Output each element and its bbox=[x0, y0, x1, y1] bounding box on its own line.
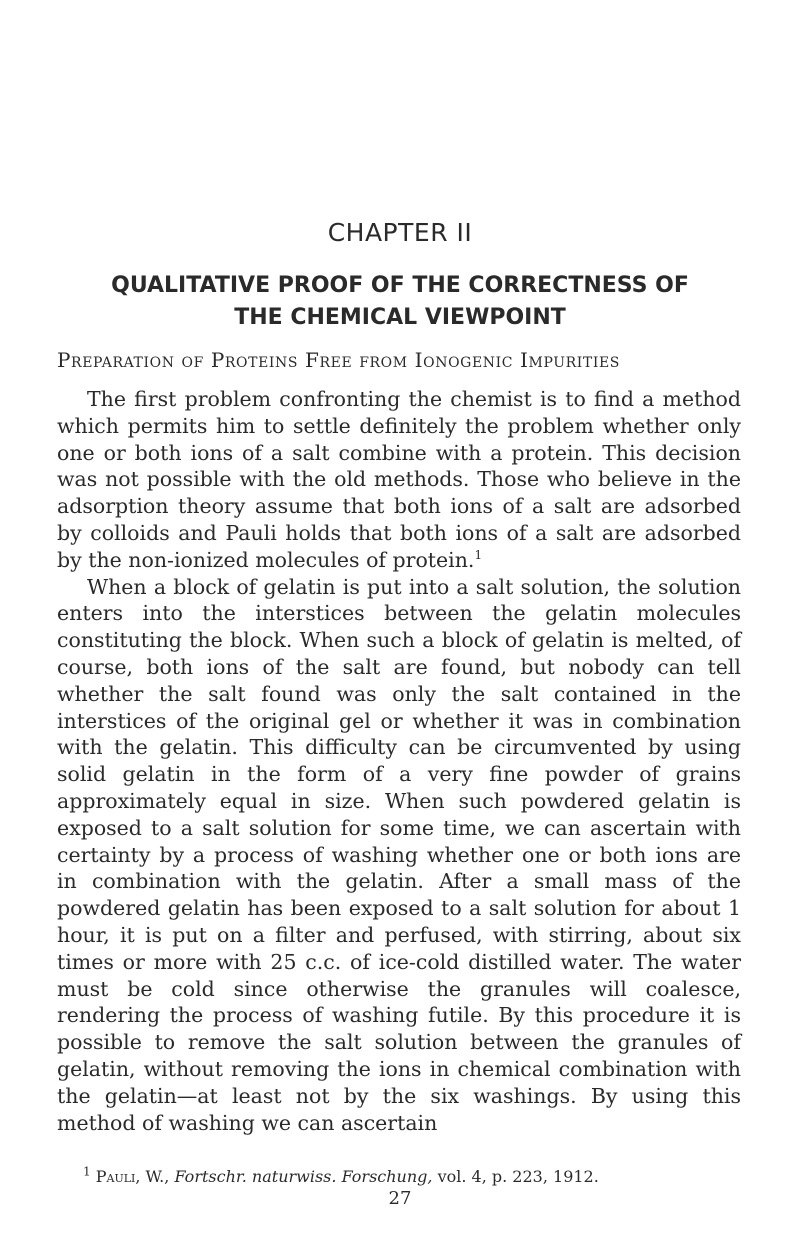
footnote bbox=[83, 1164, 763, 1187]
paragraph-2: When a block of gelatin is put into a salt solution, the solution enters into the interstices between the gelatin molecules constituting the block. When such a block of gelatin is melted, of course, both ions of the salt are found, but nobody can tell whether the salt found was only the salt contained in the interstices of the original gel or whether it was in combination with the gelatin. This difficulty can be circumvented by using solid gelatin in the form of a very fine powder of grains approximately equal in size. When such powdered gelatin is exposed to a salt solution for some time, we can ascertain with certainty by a process of washing whether one or both ions are in combination with the gelatin. After a small mass of the powdered gelatin has been exposed to a salt solution for about 1 hour, it is put on a filter and perfused, with stirring, about six times or more with 25 c.c. of ice-cold distilled water. The water must be cold since otherwise the granules will coalesce, rendering the process of washing futile. By this procedure it is possible to remove the salt solution between the granules of gelatin, without removing the ions in chemical combination with the gelatin—at least not by the six washings. By using this method of washing we can ascertain bbox=[57, 574, 741, 1135]
page-number: 27 bbox=[388, 1188, 412, 1209]
footnote-author: Pauli, W., bbox=[95, 1167, 170, 1186]
footnote-reference: 1 bbox=[474, 547, 483, 562]
footnote-journal: Fortschr. naturwiss. Forschung, bbox=[174, 1167, 433, 1186]
footnote-details: vol. 4, p. 223, 1912. bbox=[437, 1167, 599, 1186]
paragraph-1 bbox=[57, 386, 741, 574]
chapter-label: CHAPTER II bbox=[327, 218, 473, 247]
body-text bbox=[57, 386, 741, 1136]
chapter-title bbox=[60, 270, 740, 334]
chapter-title-line-1: QUALITATIVE PROOF OF THE CORRECTNESS OF bbox=[111, 273, 689, 298]
footnote-number: 1 bbox=[83, 1164, 91, 1179]
section-heading: Preparation of Proteins Free from Ionogenic Impurities bbox=[57, 348, 620, 372]
chapter-title-line-2: THE CHEMICAL VIEWPOINT bbox=[234, 305, 566, 330]
paragraph-1-text: The first problem confronting the chemist is to find a method which permits him to settle definitely the problem whether only one or both ions of a salt combine with a protein. This decision was not possible with the old methods. Those who believe in the adsorption theory assume that both ions of a salt are adsorbed by colloids and Pauli holds that both ions of a salt are adsorbed by the non-ionized molecules of protein. bbox=[57, 387, 741, 572]
